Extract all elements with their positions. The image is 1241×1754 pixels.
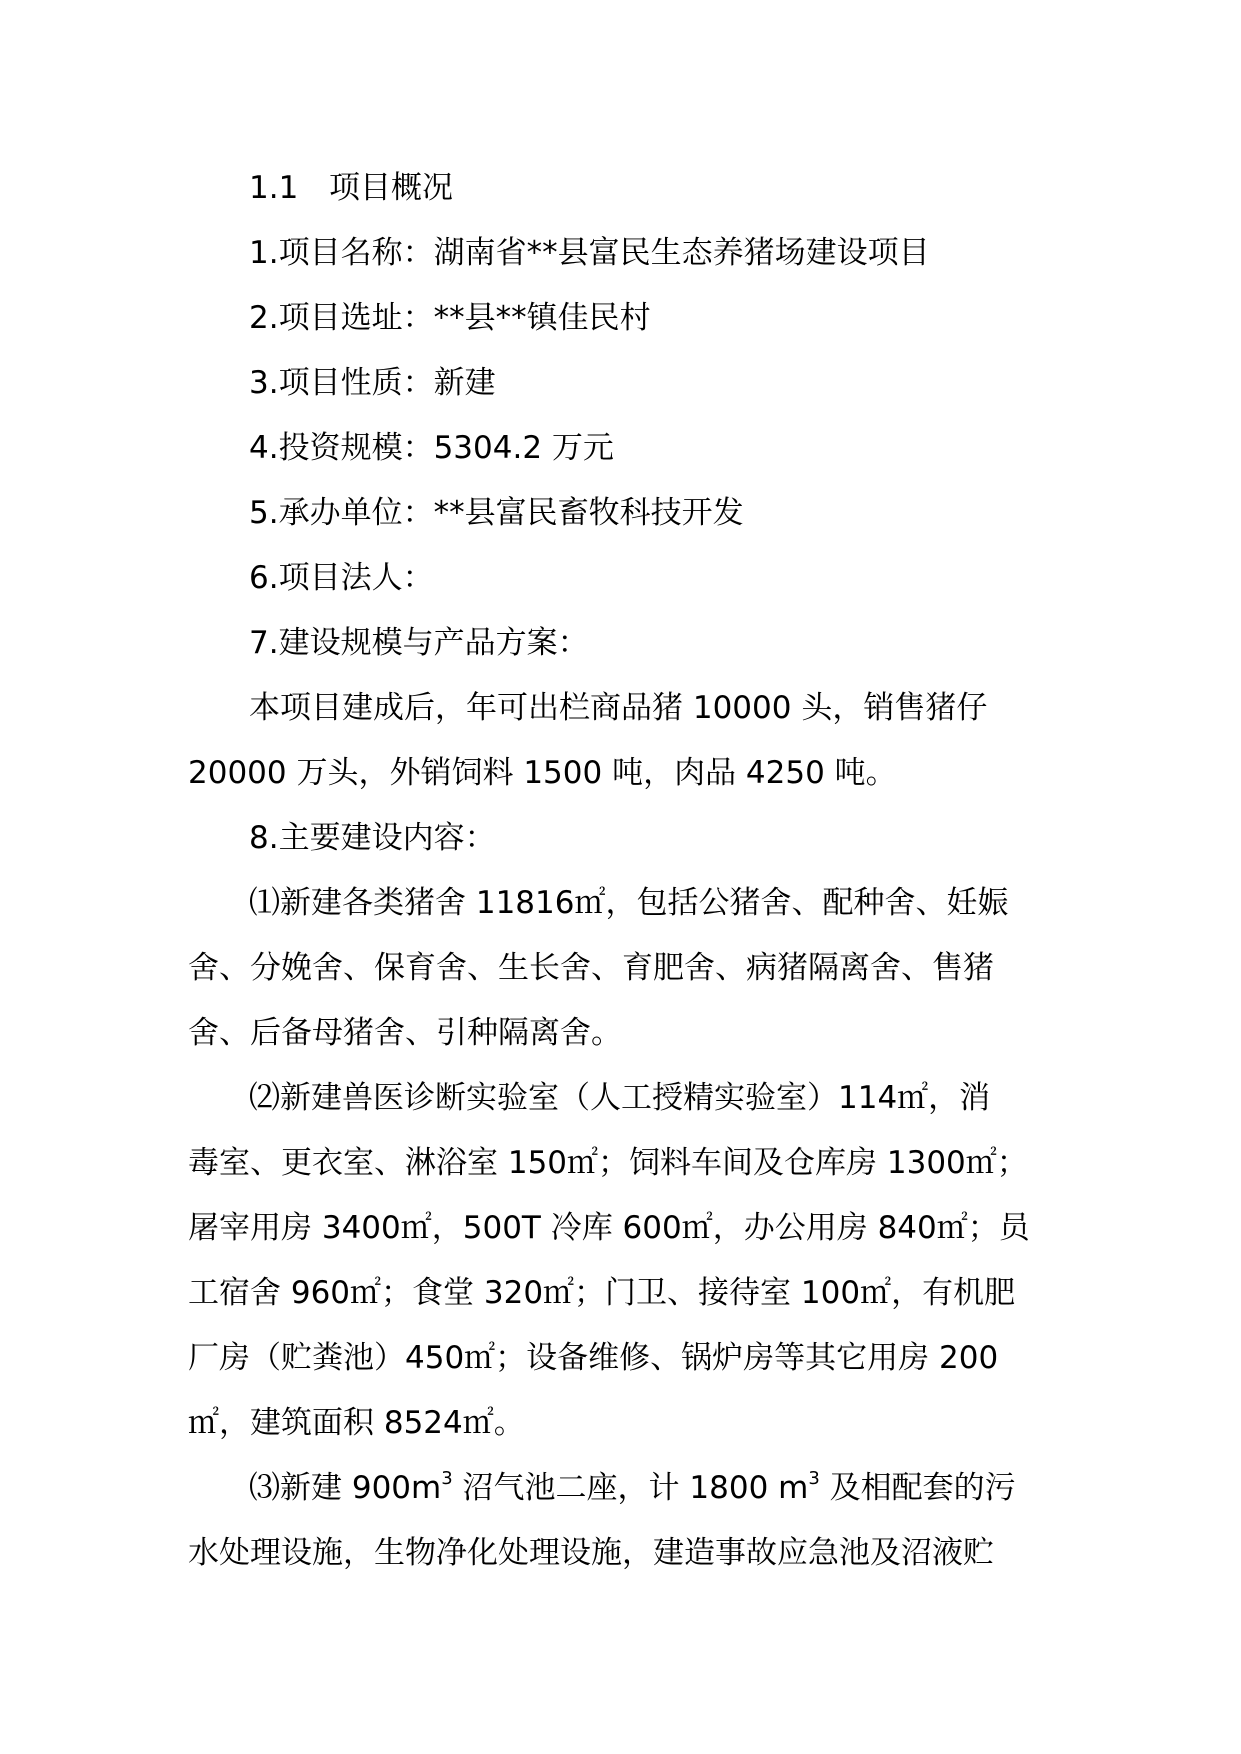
section-title: 项目概况 (329, 170, 453, 206)
paragraph-2-line: 厂房（贮粪池）450㎡；设备维修、锅炉房等其它用房 200 (188, 1340, 999, 1376)
section-heading (188, 156, 1054, 221)
paragraph-3-line (188, 1456, 1054, 1521)
superscript-3: 3 (441, 1467, 453, 1489)
item-investment-scale: 4.投资规模：5304.2 万元 (249, 430, 614, 466)
scale-paragraph-line: 本项目建成后，年可出栏商品猪 10000 头，销售猪仔 (249, 690, 988, 726)
item-project-site: 2.项目选址：**县**镇佳民村 (249, 300, 651, 336)
item-legal-person: 6.项目法人： (249, 560, 434, 596)
document-body (188, 156, 1054, 1586)
paragraph-3-text: ⑶新建 900m (249, 1470, 442, 1506)
item-scale-heading: 7.建设规模与产品方案： (249, 625, 589, 661)
paragraph-2-line: ㎡，建筑面积 8524㎡。 (188, 1405, 525, 1441)
paragraph-2-line: 屠宰用房 3400㎡，500T 冷库 600㎡，办公用房 840㎡；员 (188, 1210, 1030, 1246)
paragraph-3-text: 及相配套的污 (819, 1470, 1016, 1506)
item-project-nature: 3.项目性质：新建 (249, 365, 496, 401)
paragraph-1-line: 舍、分娩舍、保育舍、生长舍、育肥舍、病猪隔离舍、售猪 (188, 950, 994, 986)
paragraph-2-line: 毒室、更衣室、淋浴室 150㎡；饲料车间及仓库房 1300㎡； (188, 1145, 1028, 1181)
section-number: 1.1 (249, 170, 299, 206)
item-content-heading: 8.主要建设内容： (249, 820, 496, 856)
item-project-name: 1.项目名称：湖南省**县富民生态养猪场建设项目 (249, 235, 930, 271)
paragraph-3-text: 沼气池二座，计 1800 m (452, 1470, 809, 1506)
paragraph-2-line: ⑵新建兽医诊断实验室（人工授精实验室）114㎡，消 (249, 1080, 991, 1116)
item-undertaker: 5.承办单位：**县富民畜牧科技开发 (249, 495, 744, 531)
paragraph-1-line: ⑴新建各类猪舍 11816㎡，包括公猪舍、配种舍、妊娠 (249, 885, 1009, 921)
superscript-3: 3 (808, 1467, 820, 1489)
paragraph-1-line: 舍、后备母猪舍、引种隔离舍。 (188, 1015, 622, 1051)
paragraph-2-line: 工宿舍 960㎡；食堂 320㎡；门卫、接待室 100㎡，有机肥 (188, 1275, 1016, 1311)
scale-paragraph-line: 20000 万头，外销饲料 1500 吨，肉品 4250 吨。 (188, 755, 897, 791)
paragraph-3-line: 水处理设施，生物净化处理设施，建造事故应急池及沼液贮 (188, 1535, 994, 1571)
